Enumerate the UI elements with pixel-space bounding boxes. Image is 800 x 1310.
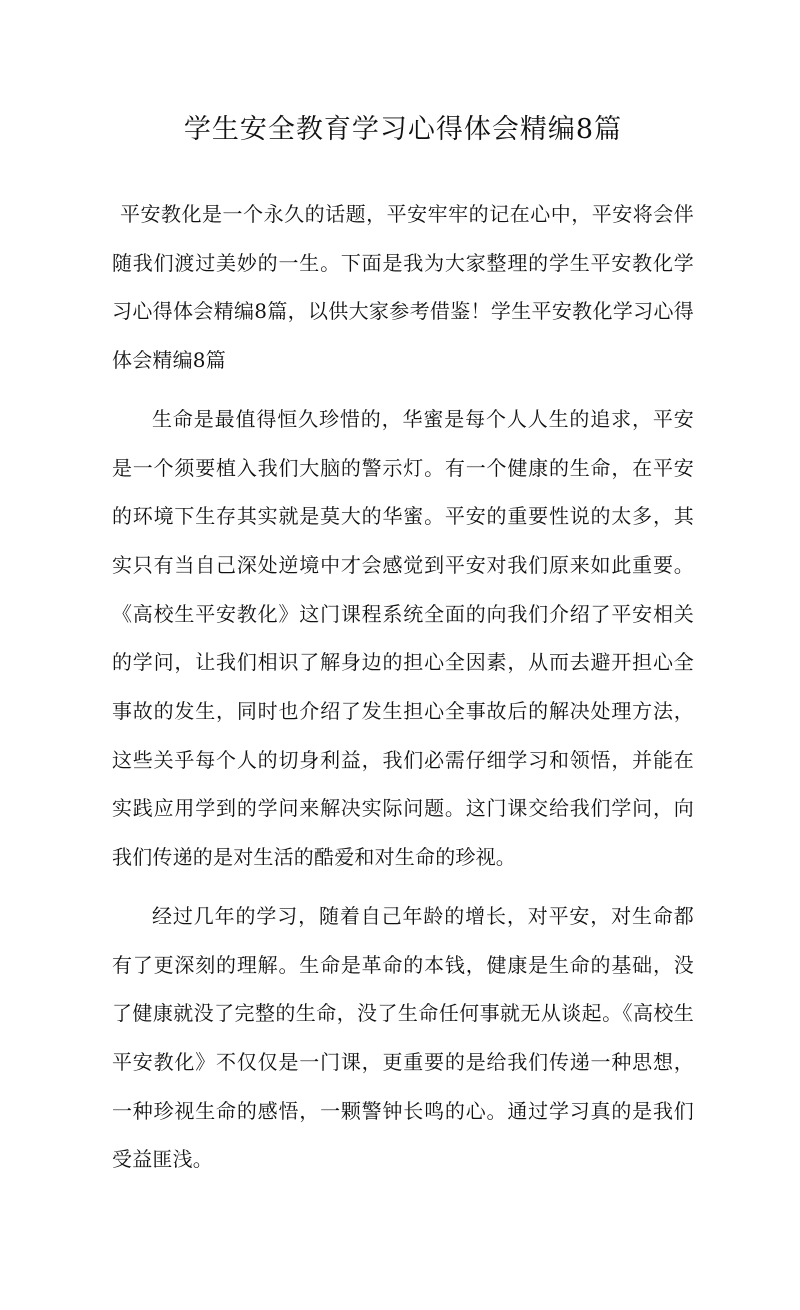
body-paragraph: 生命是最值得恒久珍惜的，华蜜是每个人人生的追求，平安是一个须要植入我们大脑的警示灯。有一个健康的生命，在平安的环境下生存其实就是莫大的华蜜。平安的重要性说的太多，其实只有当自己深处逆境中才会感觉到平安对我们原来如此重要。《高校生平安教化》这门课程系统全面的向我们介绍了平安相关的学问，让我们相识了解身边的担心全因素，从而去避开担心全事故的发生，同时也介绍了发生担心全事故后的解决处理方法，这些关乎每个人的切身利益，我们必需仔细学习和领悟，并能在实践应用学到的学问来解决实际问题。这门课交给我们学问，向我们传递的是对生活的酷爱和对生命的珍视。: [112, 406, 694, 870]
document-title: 学生安全教育学习心得体会精编8篇: [183, 114, 623, 145]
intro-paragraph: 平安教化是一个永久的话题，平安牢牢的记在心中，平安将会伴随我们渡过美妙的一生。下面是我为大家整理的学生平安教化学习心得体会精编8篇，以供大家参考借鉴！学生平安教化学习心得体会精编8篇: [112, 202, 694, 373]
body-paragraph: 经过几年的学习，随着自己年龄的增长，对平安，对生命都有了更深刻的理解。生命是革命的本钱，健康是生命的基础，没了健康就没了完整的生命，没了生命任何事就无从谈起。《高校生平安教化》不仅仅是一门课，更重要的是给我们传递一种思想，一种珍视生命的感悟，一颗警钟长鸣的心。通过学习真的是我们受益匪浅。: [112, 903, 694, 1172]
